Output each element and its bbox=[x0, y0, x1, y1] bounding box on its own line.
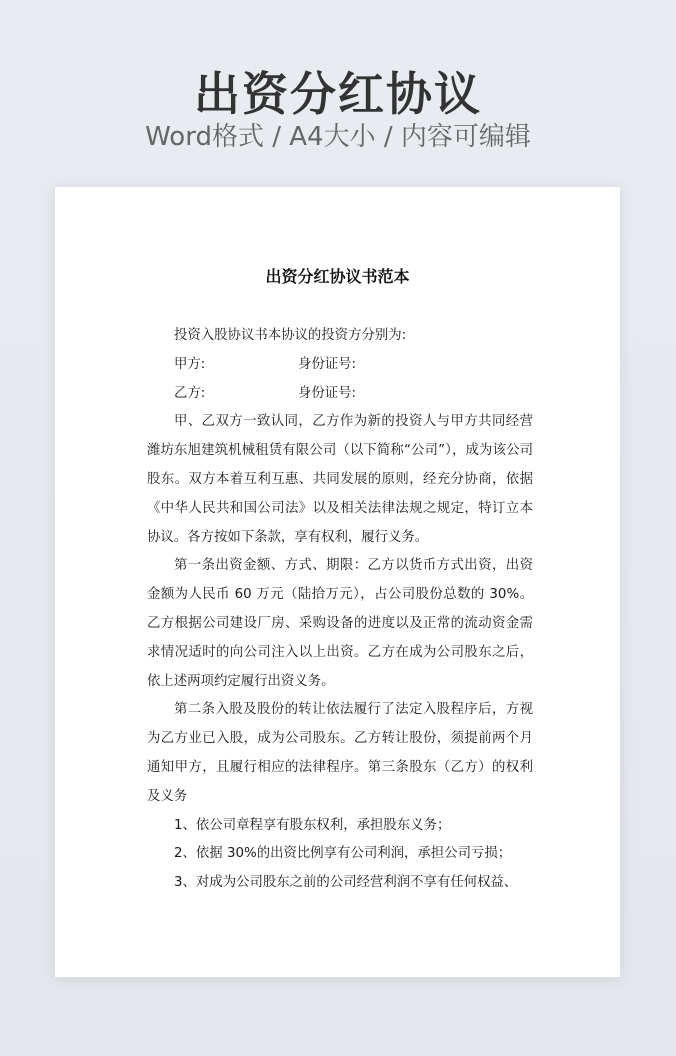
party-b-row bbox=[147, 380, 533, 409]
party-a-id-label: 身份证号: bbox=[298, 356, 357, 372]
party-a-row bbox=[147, 351, 533, 380]
document-page bbox=[55, 187, 620, 977]
paragraph-article-2: 第二条入股及股份的转让依法履行了法定入股程序后，方视为乙方业已入股，成为公司股东。乙方转让股份，须提前两个月通知甲方，且履行相应的法律程序。第三条股东（乙方）的权利及义务 bbox=[147, 702, 533, 804]
paragraph-preamble: 甲、乙双方一致认同，乙方作为新的投资人与甲方共同经营潍坊东旭建筑机械租赁有限公司（以下简称“公司”），成为该公司股东。双方本着互利互惠、共同发展的原则，经充分协商，依据《中华人民共和国公司法》以及相关法律法规之规定，特订立本协议。各方按如下条款，享有权利，履行义务。 bbox=[147, 414, 533, 545]
list-item: 2、依据 30%的出资比例享有公司利润，承担公司亏损； bbox=[174, 846, 512, 862]
document-title: 出资分红协议书范本 bbox=[265, 267, 410, 286]
document-body bbox=[147, 322, 533, 898]
list-item: 1、依公司章程享有股东权利，承担股东义务； bbox=[174, 817, 451, 833]
party-b-id-label: 身份证号: bbox=[298, 385, 357, 401]
party-a-label: 甲方: bbox=[174, 356, 206, 372]
list-item: 3、对成为公司股东之前的公司经营利润不享有任何权益、 bbox=[174, 875, 518, 891]
banner-title: 出资分红协议 bbox=[194, 67, 482, 121]
banner-subtitle: Word格式 / A4大小 / 内容可编辑 bbox=[145, 122, 531, 152]
paragraph-article-1: 第一条出资金额、方式、期限：乙方以货币方式出资，出资金额为人民币 60 万元（陆拾万元），占公司股份总数的 30%。乙方根据公司建设厂房、采购设备的进度以及正常的流动资金需求情况适时的向公司注入以上出资。乙方在成为公司股东之后，依上述两项约定履行出资义务。 bbox=[147, 558, 533, 689]
intro-line: 投资入股协议书本协议的投资方分别为: bbox=[174, 328, 407, 343]
party-b-label: 乙方: bbox=[174, 385, 206, 401]
